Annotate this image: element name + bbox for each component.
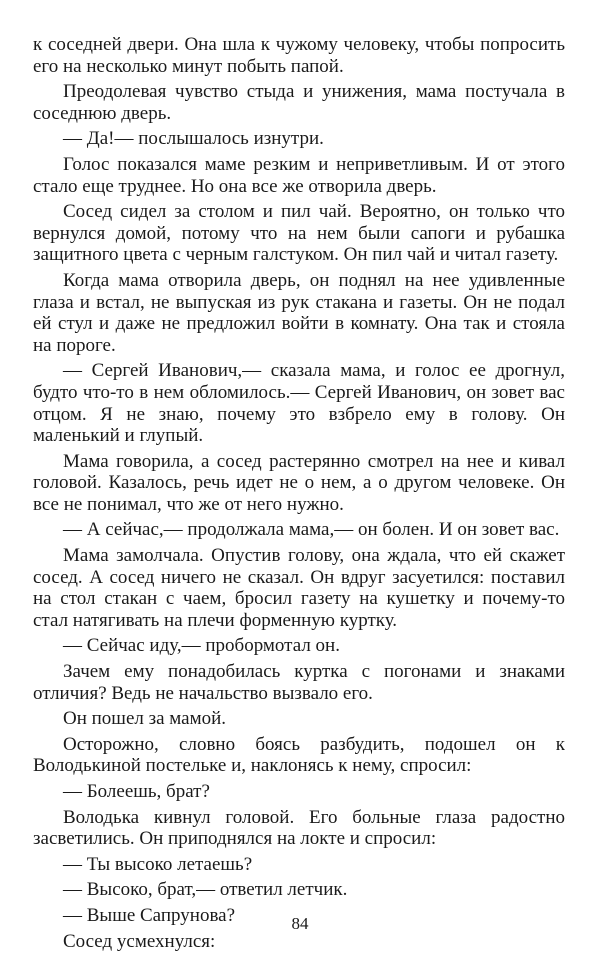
page-body — [33, 34, 565, 956]
paragraph: к соседней двери. Она шла к чужому человеку, чтобы попросить его на несколько минут побыть папой. — [33, 34, 565, 77]
page-number: 84 — [291, 914, 309, 933]
paragraph: Когда мама отворила дверь, он поднял на нее удивленные глаза и встал, не выпуская из рук стакана и газеты. Он не подал ей стул и даже не предложил войти в комнату. Она так и стояла на пороге. — [33, 269, 565, 356]
paragraph: Преодолевая чувство стыда и унижения, мама постучала в соседнюю дверь. — [33, 81, 565, 124]
paragraph: — Ты высоко летаешь? — [63, 853, 253, 875]
paragraph: Голос показался маме резким и неприветливым. И от этого стало еще труднее. Но она все же отворила дверь. — [33, 153, 565, 197]
paragraph: — Выше Сапрунова? — [63, 904, 236, 926]
paragraph: Он пошел за мамой. — [63, 708, 227, 730]
paragraph: Осторожно, словно боясь разбудить, подошел он к Володькиной постельке и, наклонясь к нему, спросил: — [33, 733, 565, 777]
paragraph: — А сейчас,— продолжала мама,— он болен. И он зовет вас. — [63, 519, 560, 541]
paragraph: — Болеешь, брат? — [63, 781, 210, 802]
paragraph: — Сергей Иванович,— сказала мама, и голос ее дрогнул, будто что-то в нем обломилось.— Сергей Иванович, он зовет вас отцом. Я не знаю, почему это взбрело ему в голову. Он маленький и глупый. — [33, 360, 565, 447]
paragraph: Мама замолчала. Опустив голову, она ждала, что ей скажет сосед. А сосед ничего не сказал. Он вдруг засуетился: поставил на стол стакан с чаем, бросил газету на кушетку и почему-то стал натягивать на плечи форменную куртку. — [33, 545, 565, 631]
paragraph: Сосед усмехнулся: — [63, 930, 216, 952]
paragraph: — Высоко, брат,— ответил летчик. — [63, 879, 348, 901]
paragraph: Зачем ему понадобилась куртка с погонами и знаками отличия? Ведь не начальство вызвало его. — [33, 661, 565, 704]
paragraph: Мама говорила, а сосед растерянно смотрел на нее и кивал головой. Казалось, речь идет не о нем, а о другом человеке. Он все не понимал, что же от него нужно. — [33, 450, 565, 515]
paragraph: Сосед сидел за столом и пил чай. Вероятно, он только что вернулся домой, потому что на нем были сапоги и рубашка защитного цвета с черным галстуком. Он пил чай и читал газету. — [33, 201, 565, 266]
paragraph: Володька кивнул головой. Его больные глаза радостно засветились. Он приподнялся на локте и спросил: — [33, 806, 565, 850]
paragraph: — Да!— послышалось изнутри. — [63, 128, 324, 150]
paragraph: — Сейчас иду,— пробормотал он. — [63, 635, 340, 657]
